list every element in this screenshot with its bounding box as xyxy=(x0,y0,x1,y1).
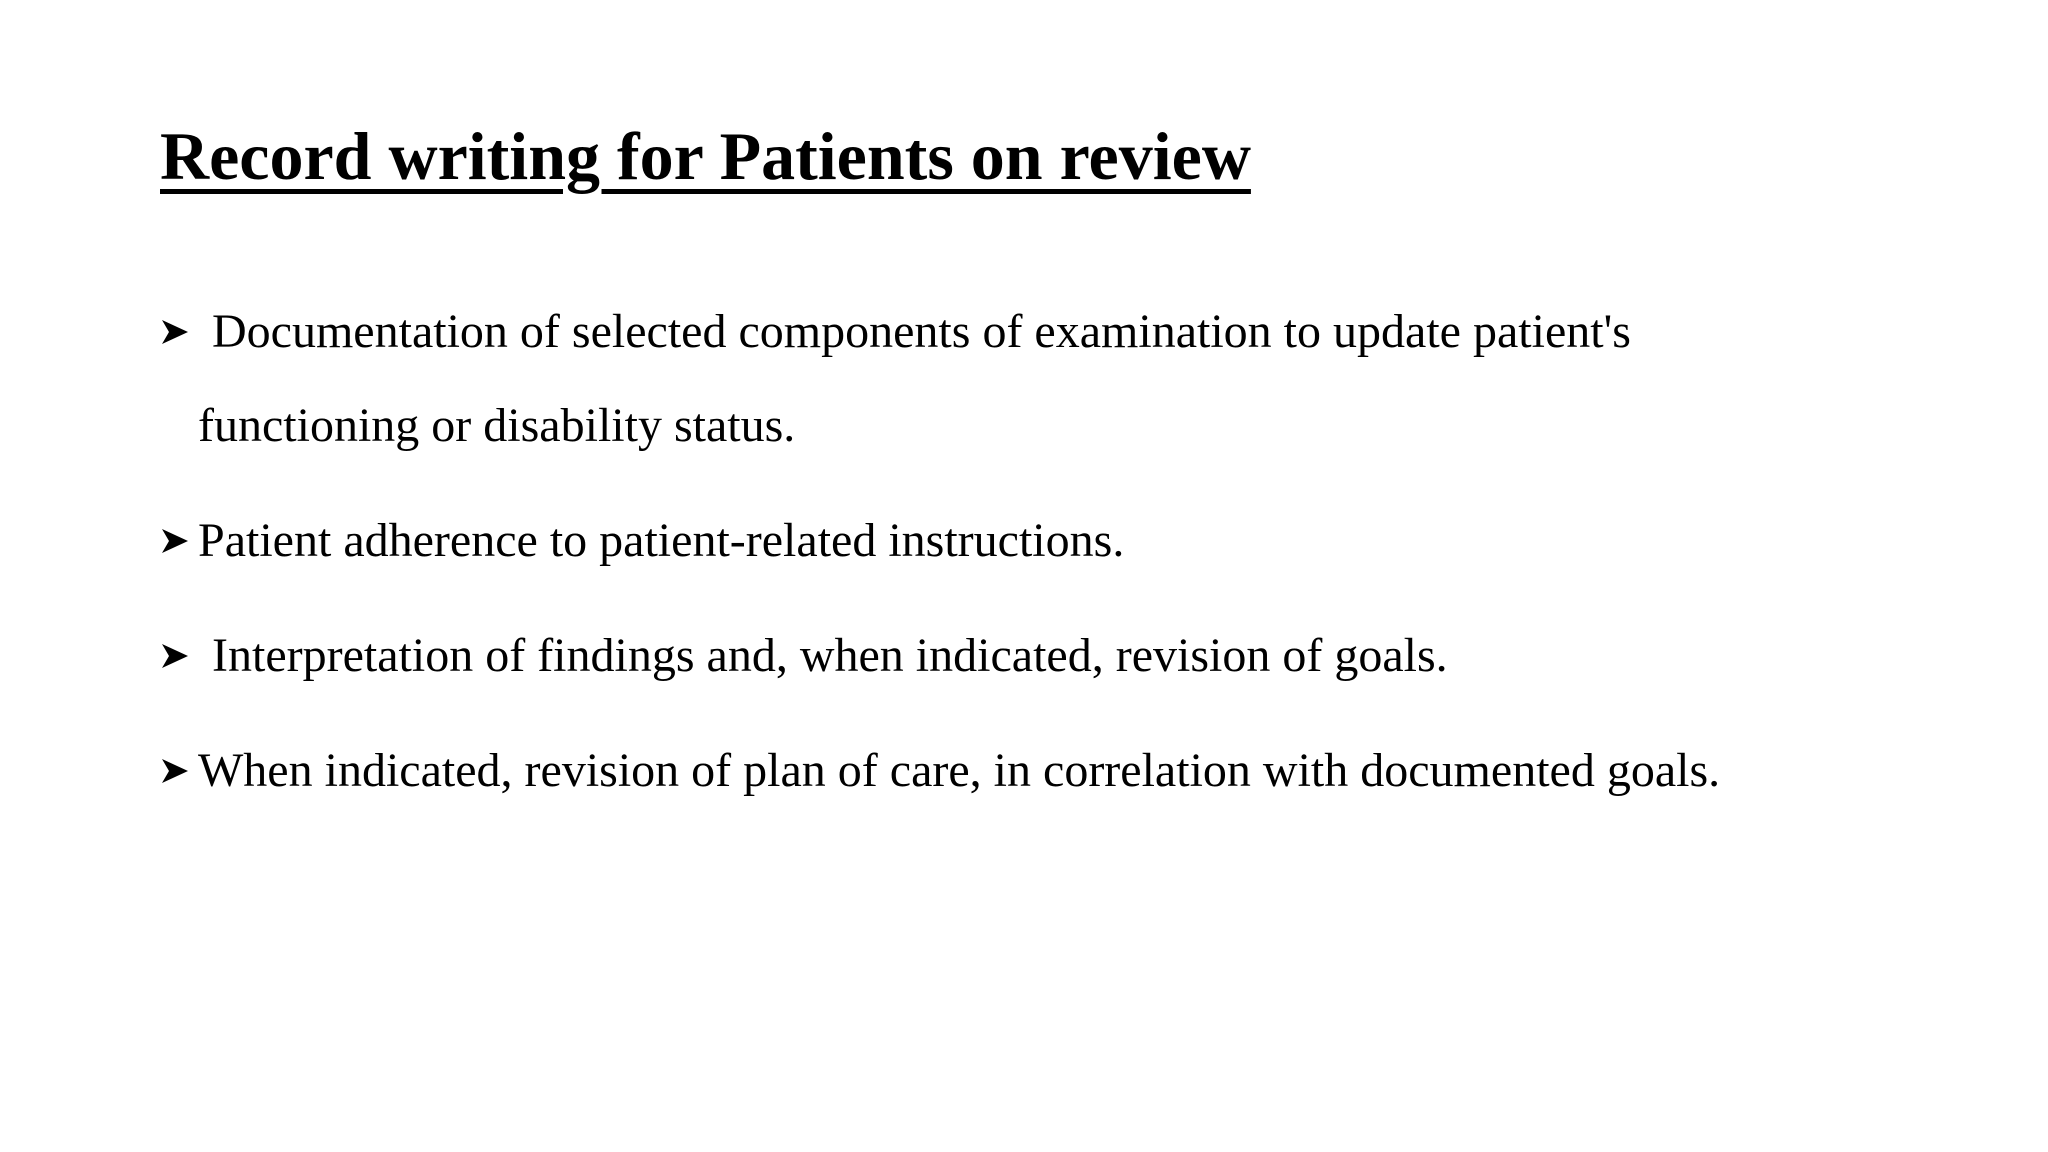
bullet-text: Interpretation of findings and, when indicated, revision of goals. xyxy=(212,629,1448,682)
bullet-item xyxy=(160,609,1980,703)
bullet-text: Documentation of selected components of examination to update patient's functioning or disability status. xyxy=(198,305,1631,452)
bullet-item xyxy=(160,494,1980,588)
bullet-item xyxy=(160,724,1980,818)
arrowhead-bullet-icon xyxy=(160,724,196,818)
arrowhead-bullet-icon xyxy=(160,285,196,379)
bullet-text: When indicated, revision of plan of care, in correlation with documented goals. xyxy=(198,744,1721,797)
slide-title: Record writing for Patients on review xyxy=(160,118,1251,194)
bullet-text: Patient adherence to patient-related instructions. xyxy=(198,514,1125,567)
arrowhead-bullet-icon xyxy=(160,494,196,588)
arrowhead-bullet-icon xyxy=(160,609,196,703)
bullet-list xyxy=(160,285,1980,839)
bullet-item xyxy=(160,285,1980,473)
